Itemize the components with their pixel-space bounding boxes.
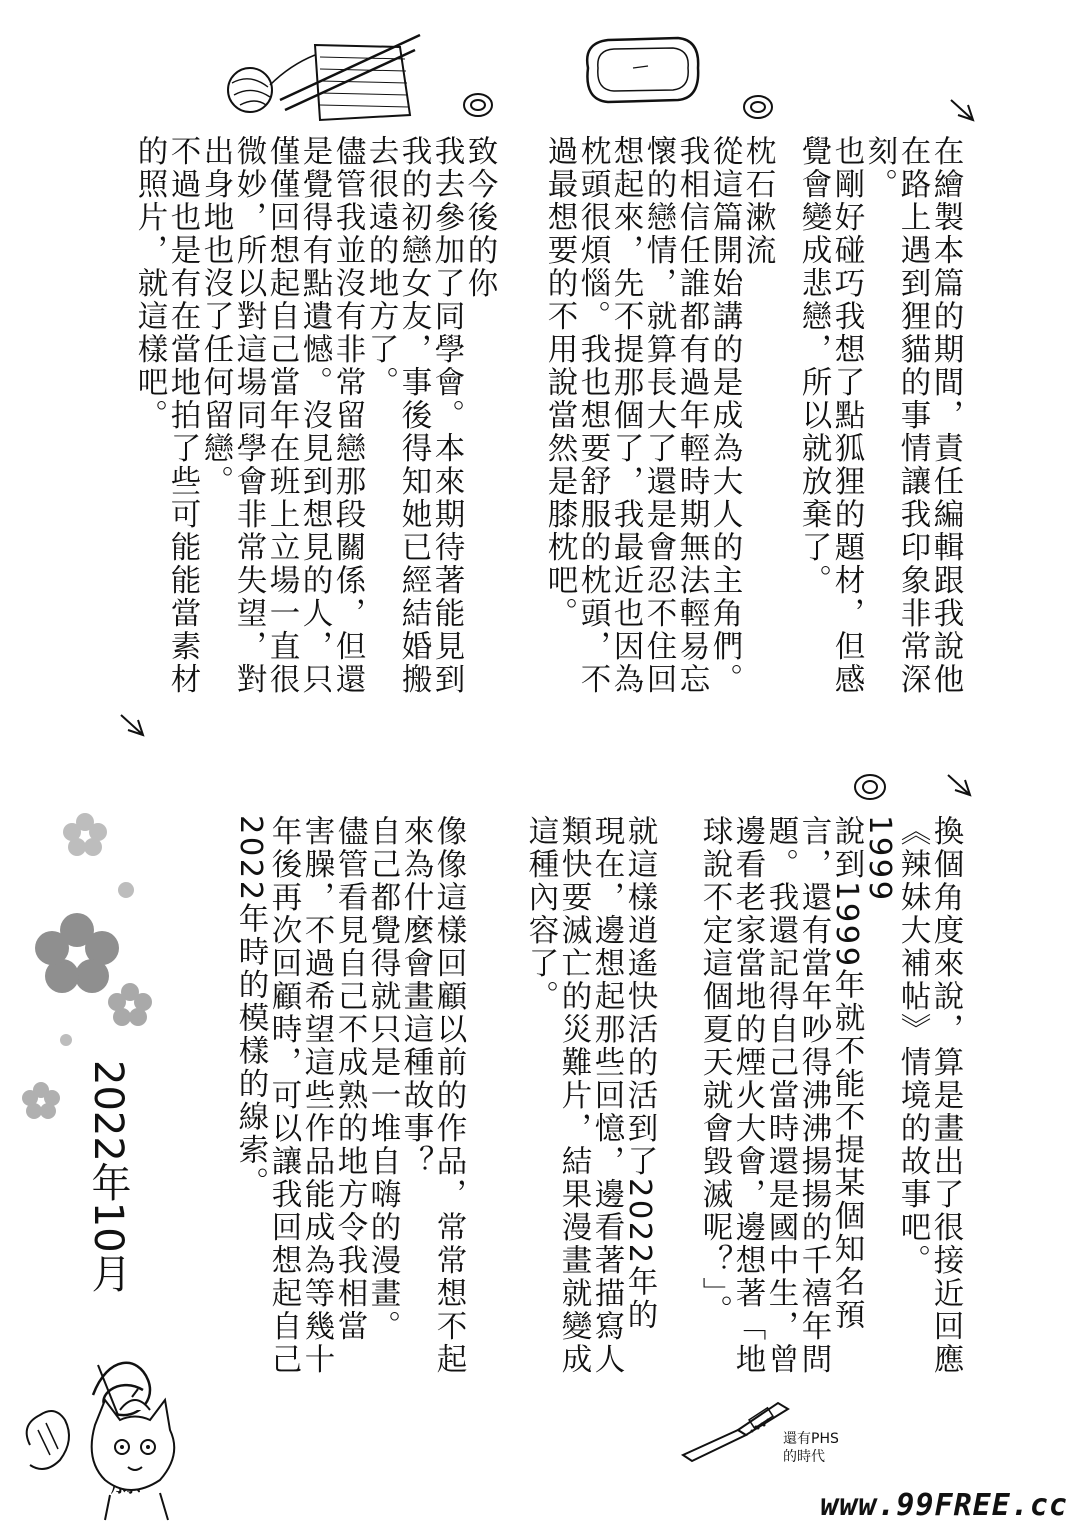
top-right-col-2: 在路上遇到狸貓的事情讓我印象非常深 — [895, 135, 930, 696]
bottom-right-col-6: 題。我還記得自己當時還是國中生，曾 — [763, 815, 798, 1376]
top-middle-col-5: 想起來，先不提那個了，我最近也因為 — [608, 135, 643, 696]
bottom-right-col-4: 說到1999年就不能不提某個知名預 — [829, 815, 864, 1332]
bottom-left-col-2: 來為什麼會畫這種故事？ — [398, 815, 433, 1178]
top-left-col-8: 微妙，所以對這場同學會非常失望，對 — [231, 135, 266, 696]
watermark: www.99FREE.cc — [820, 1488, 1068, 1523]
bottom-middle-col-3: 類快要滅亡的災難片，結果漫畫就變成 — [556, 815, 591, 1376]
pillow-illustration — [578, 28, 708, 108]
phone-caption-line1: 還有PHS — [783, 1431, 839, 1447]
flower-icon-3 — [105, 980, 155, 1030]
bottom-right-col-2: 《辣妹大補帖》情境的故事吧。 — [895, 815, 930, 1277]
bottom-right-col-3: 1999 — [862, 815, 897, 903]
top-middle-col-1: 枕石漱流 — [740, 135, 775, 267]
top-left-col-3: 我的初戀女友，事後得知她已經結婚搬 — [396, 135, 431, 696]
bottom-middle-col-2: 現在，邊想起那些回憶，邊看著描寫人 — [589, 815, 624, 1376]
top-left-col-7: 僅僅回想起自己當年在班上立場一直很 — [264, 135, 299, 696]
top-left-col-6: 是覺得有點遺憾。沒見到想見的人，只 — [297, 135, 332, 696]
top-left-col-11: 的照片，就這樣吧。 — [132, 135, 167, 432]
pen-mark-icon-2 — [118, 710, 148, 740]
top-middle-col-3: 我相信任誰都有過年輕時期無法輕易忘 — [674, 135, 709, 696]
bottom-left-col-6: 年後再次回顧時，可以讓我回想起自己 — [266, 815, 301, 1376]
bottom-middle-col-1: 就這樣逍遙快活的活到了2022年的 — [622, 815, 657, 1332]
bottom-right-col-8: 球說不定這個夏天就會毀滅呢？」。 — [697, 815, 732, 1328]
top-middle-col-2: 從這篇開始講的是成為大人的主角們。 — [707, 135, 742, 696]
phone-caption-line2: 的時代 — [783, 1449, 825, 1465]
top-right-col-5: 覺會變成悲戀，所以就放棄了。 — [796, 135, 831, 597]
bottom-left-col-5: 害臊，不過希望這些作品能成為等幾十 — [299, 815, 334, 1376]
phone-illustration — [678, 1395, 798, 1465]
top-left-col-2: 我去參加了同學會。本來期待著能見到 — [429, 135, 464, 696]
bottom-left-col-4: 儘管看見自己不成熟的地方令我相當 — [332, 815, 367, 1343]
top-left-col-10: 不過也是有在當地拍了些可能能當素材 — [165, 135, 200, 696]
top-middle-col-6: 枕頭很煩惱。我也想要舒服的枕頭，不 — [575, 135, 610, 696]
bottom-left-col-3: 自己都覺得就只是一堆自嗨的漫畫。 — [365, 815, 400, 1343]
bottom-middle-col-4: 這種內容了。 — [523, 815, 558, 1013]
bottom-left-col-7: 2022年時的模樣的線索。 — [233, 815, 268, 1200]
dot-icon-2 — [58, 1032, 74, 1048]
top-left-col-5: 儘管我並沒有非常留戀那段關係，但還 — [330, 135, 365, 696]
knitting-illustration — [220, 25, 420, 135]
flower-icon-1 — [60, 810, 110, 860]
cat-character-illustration — [10, 1385, 190, 1525]
pen-mark-icon-3 — [945, 770, 975, 800]
spiral-icon-1 — [460, 90, 496, 120]
top-left-col-1: 致今後的你 — [462, 135, 497, 300]
spiral-icon-2 — [740, 92, 776, 122]
top-right-col-1: 在繪製本篇的期間，責任編輯跟我說他 — [928, 135, 963, 696]
top-middle-col-4: 懷的戀情，就算長大了還是會忍不住回 — [641, 135, 676, 696]
flower-icon-4 — [20, 1080, 62, 1122]
top-right-col-3: 刻。 — [862, 135, 897, 201]
bottom-right-col-5: 言，還有當年吵得沸沸揚揚的千禧年問 — [796, 815, 831, 1376]
top-right-col-4: 也剛好碰巧我想了點狐狸的題材，但感 — [829, 135, 864, 696]
bottom-left-col-1: 像像這樣回顧以前的作品，常常想不起 — [431, 815, 466, 1376]
top-left-col-9: 出身地也沒了任何留戀。 — [198, 135, 233, 498]
bottom-right-col-1: 換個角度來說，算是畫出了很接近回應 — [928, 815, 963, 1376]
date-text: 2022年10月 — [85, 1060, 131, 1293]
bottom-right-col-7: 邊看老家當地的煙火大會，邊想著「地 — [730, 815, 765, 1376]
top-left-col-4: 去很遠的地方了。 — [363, 135, 398, 399]
dot-icon-1 — [116, 880, 136, 900]
pen-mark-icon-1 — [948, 95, 978, 125]
spiral-icon-3 — [850, 770, 890, 804]
top-middle-col-7: 過最想要的不用說當然是膝枕吧。 — [542, 135, 577, 630]
